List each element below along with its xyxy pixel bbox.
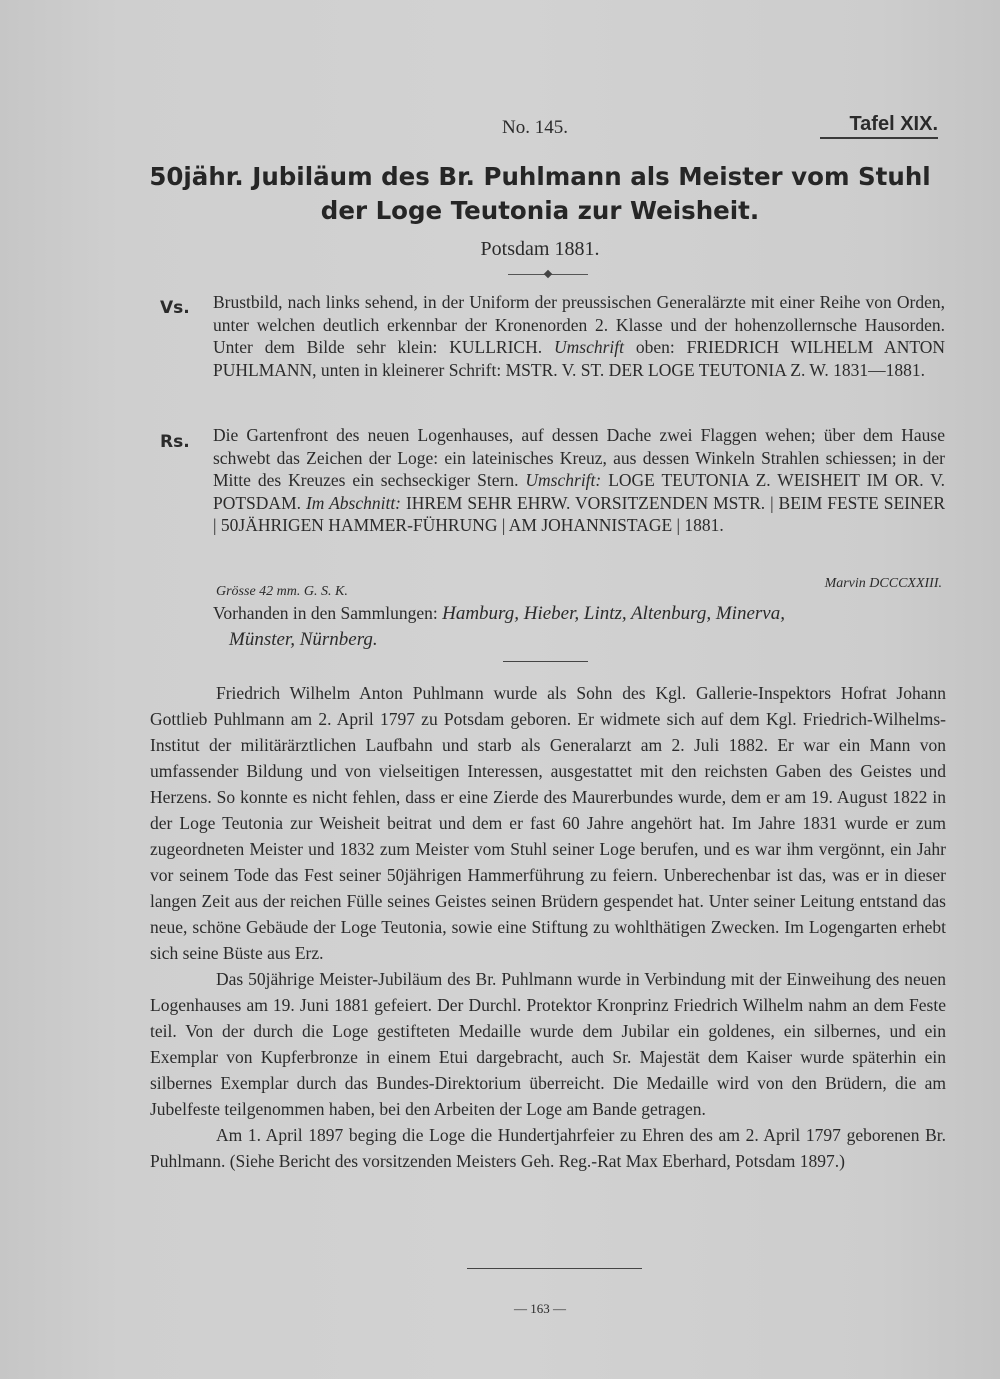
collections-line-1: Hamburg, Hieber, Lintz, Altenburg, Minerva,	[442, 603, 785, 624]
title-line-2: der Loge Teutonia zur Weisheit.	[320, 196, 760, 225]
ornament-divider	[508, 271, 588, 277]
end-divider	[467, 1268, 642, 1269]
reverse-text-1: Die Gartenfront des neuen Logenhauses, auf dessen Dache zwei Flaggen wehen; über dem Hause schwebt das Zeichen der Loge: ein lateinisches Kreuz, aus dessen Winkeln Strahlen schiessen; in der Mitte des Kreuzes ein sechseckiger Stern.	[213, 425, 945, 490]
body-paragraph: Am 1. April 1897 beging die Loge die Hundertjahrfeier zu Ehren des am 2. April 1797 geborenen Br. Puhlmann. (Siehe Bericht des vorsitzenden Meisters Geh. Reg.-Rat Max Eberhard, Potsdam 1897.)	[150, 1125, 946, 1171]
section-divider	[503, 661, 588, 662]
marvin-reference: Marvin DCCCXXIII.	[824, 576, 942, 591]
obverse-umschrift-label: Umschrift	[553, 337, 624, 357]
reverse-abschnitt-label: Im Abschnitt:	[305, 492, 402, 513]
title-line-1: 50jähr. Jubiläum des Br. Puhlmann als Meister vom Stuhl	[149, 162, 931, 191]
collections-line-2: Münster, Nürnberg.	[229, 629, 378, 650]
place-date: Potsdam 1881.	[480, 238, 600, 260]
collections-list	[213, 600, 945, 653]
page-number: — 163 —	[514, 1301, 566, 1316]
obverse-description	[213, 291, 945, 381]
obverse-text-2: oben: FRIEDRICH WILHELM ANTON PUHLMANN, unten in kleinerer Schrift: MSTR. V. ST. DER LOGE TEUTONIA Z. W. 1831—1881.	[213, 337, 945, 380]
body-paragraph: Friedrich Wilhelm Anton Puhlmann wurde als Sohn des Kgl. Gallerie-Inspektors Hofrat Johann Gottlieb Puhlmann am 2. April 1797 zu Potsdam geboren. Er widmete sich auf dem Kgl. Friedrich-Wilhelms-Institut der militärärztlichen Laufbahn und starb als Generalarzt am 2. Juli 1882. Er war ein Mann von umfassender Bildung und von vielseitigen Interessen, ausgestattet mit den reichsten Gaben des Geistes und Herzens. So konnte es nicht fehlen, dass er eine Zierde des Maurerbundes wurde, dem er am 19. August 1822 in der Loge Teutonia zur Weisheit beitrat und dem er fast 60 Jahre angehört hat. Im Jahre 1831 wurde er zum zugeordneten Meister und 1832 zum Meister vom Stuhl seiner Loge berufen, und es war ihm vergönnt, ein Jahr vor seinem Tode das Fest seiner 50jährigen Hammerführung zu feiern. Unberechenbar ist das, was er in dieser langen Zeit aus der reichen Fülle seines Geistes seinen Brüdern gespendet hat. Unter seiner Leitung entstand das neue, schöne Gebäude der Loge Teutonia, sowie eine Stiftung zu wohlthätigen Zwecken. Im Logengarten erhebt sich seine Büste aus Erz.	[150, 683, 946, 963]
body-paragraph: Das 50jährige Meister-Jubiläum des Br. Puhlmann wurde in Verbindung mit der Einweihung des neuen Logenhauses am 19. Juni 1881 gefeiert. Der Durchl. Protektor Kronprinz Friedrich Wilhelm nahm an dem Feste teil. Von der durch die Loge gestifteten Medaille wurde dem Jubilar ein goldenes, ein silbernes, und ein Exemplar von Kupferbronze in einem Etui dargebracht, auch Sr. Majestät dem Kaiser wurde späterhin ein silbernes Exemplar durch das Bundes-Direktorium überreicht. Die Medaille wird von den Brüdern, die am Jubelfeste teilgenommen haben, bei den Arbeiten der Loge am Bande getragen.	[150, 969, 946, 1119]
reverse-umschrift-label: Umschrift:	[525, 470, 602, 490]
size-note: Grösse 42 mm. G. S. K.	[216, 584, 348, 599]
reverse-label: Rs.	[160, 432, 190, 452]
plate-number: Tafel XIX.	[820, 113, 938, 139]
page-title	[130, 160, 950, 228]
reverse-text-2: LOGE TEUTONIA Z. WEISHEIT IM OR. V. POTSDAM.	[213, 470, 945, 513]
collections-label: Vorhanden in den Sammlungen:	[213, 603, 438, 623]
reverse-description	[213, 424, 945, 537]
reverse-text-3: IHREM SEHR EHRW. VORSITZENDEN MSTR. | BEIM FESTE SEINER | 50JÄHRIGEN HAMMER-FÜHRUNG | AM JOHANNISTAGE | 1881.	[213, 492, 945, 535]
catalog-number: No. 145.	[502, 117, 568, 138]
body-text	[150, 680, 946, 1174]
obverse-text-1: Brustbild, nach links sehend, in der Uniform der preussischen Generalärzte mit einer Reihe von Orden, unter welchen deutlich erkennbar der Kronenorden 2. Klasse und der hohenzollernsche Hausorden. Unter dem Bilde sehr klein: KULLRICH.	[213, 292, 945, 357]
obverse-label: Vs.	[160, 298, 190, 318]
